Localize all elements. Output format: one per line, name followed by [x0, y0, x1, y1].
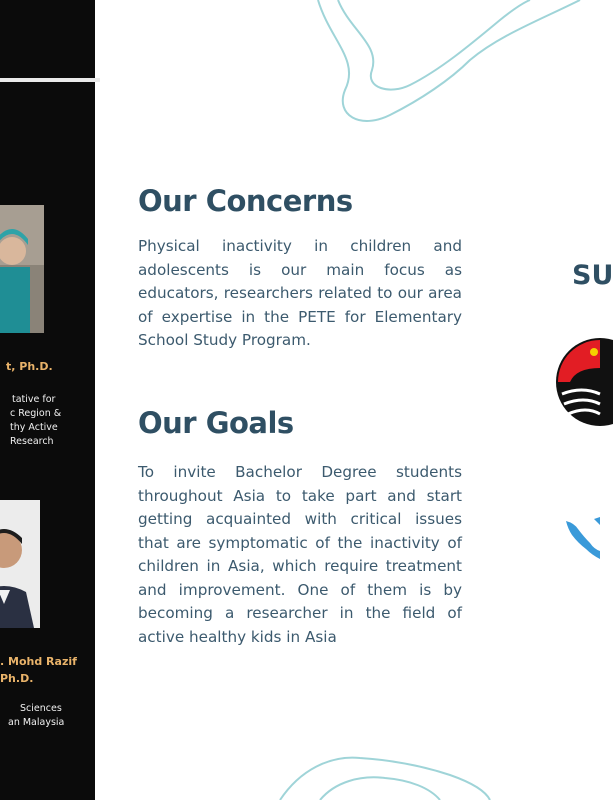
speaker-description: thy Active [10, 422, 58, 433]
speaker-description: c Region & [10, 408, 62, 419]
speaker-description: Sciences [20, 703, 62, 714]
goals-line: To invite Bachelor Degree students [138, 463, 462, 481]
goals-paragraph [138, 461, 462, 649]
speaker-name: t, Ph.D. [6, 360, 53, 373]
speaker-photo [0, 500, 40, 628]
goals-line: require treatment and improvement. [138, 557, 462, 599]
speaker-photo-graphic [0, 500, 40, 628]
goals-line: inactivity of children in Asia, which [138, 533, 462, 575]
concerns-heading: Our Concerns [138, 184, 353, 218]
goals-line: throughout Asia to take part and [138, 486, 416, 505]
speaker-description: tative for [12, 394, 56, 405]
goals-line: issues that are symptomatic of the [138, 510, 463, 552]
speaker-name: . Mohd Razif [0, 655, 77, 668]
speaker-description: an Malaysia [8, 717, 65, 728]
concerns-line: area of expertise in the PETE for [138, 284, 462, 326]
concerns-line: educators, researchers related to our [138, 284, 423, 302]
supporters-heading: SU [572, 260, 613, 291]
university-logo [556, 338, 600, 428]
concerns-paragraph [138, 235, 462, 353]
speaker-photo-graphic [0, 205, 44, 333]
divider-line [0, 78, 100, 82]
concerns-line: Physical inactivity in children and [138, 237, 462, 255]
map-logo [564, 515, 600, 575]
speaker-photo [0, 205, 44, 333]
goals-line: start getting acquainted with critical [138, 486, 463, 528]
concerns-line: Elementary School Study Program. [138, 307, 463, 349]
speaker-panel [0, 0, 95, 800]
goals-line: One of them is by becoming a [138, 580, 462, 622]
speaker-description: Research [10, 436, 54, 447]
speaker-name: Ph.D. [0, 672, 34, 685]
goals-line: healthy kids in Asia [189, 627, 337, 646]
concerns-line: adolescents is our main focus as [138, 260, 462, 279]
goals-heading: Our Goals [138, 406, 294, 440]
goals-line: researcher in the field of active [138, 604, 463, 646]
